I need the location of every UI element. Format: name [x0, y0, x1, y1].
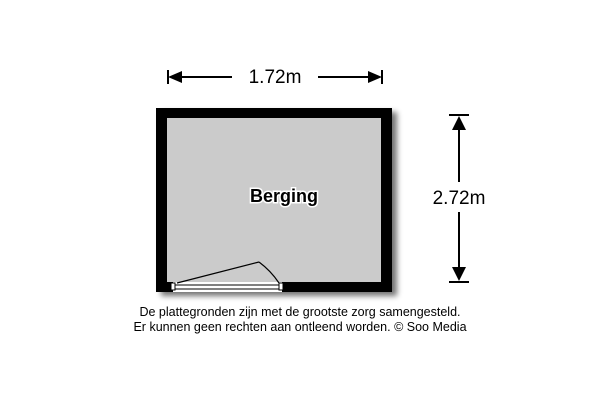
- arrow-down-icon: [452, 267, 466, 281]
- arrow-right-icon: [368, 71, 382, 83]
- arrow-up-icon: [452, 116, 466, 130]
- width-dimension: [168, 67, 382, 88]
- height-label: 2.72m: [432, 188, 486, 209]
- disclaimer-line-1: De plattegronden zijn met de grootste zorg samengesteld.: [139, 305, 461, 319]
- door-opening: [173, 282, 282, 292]
- room-name-label: Berging: [249, 186, 319, 206]
- width-label: 1.72m: [248, 67, 302, 88]
- disclaimer-line-2: Er kunnen geen rechten aan ontleend worden. © Soo Media: [133, 320, 467, 334]
- height-dimension: [433, 115, 486, 282]
- arrow-left-icon: [168, 71, 182, 83]
